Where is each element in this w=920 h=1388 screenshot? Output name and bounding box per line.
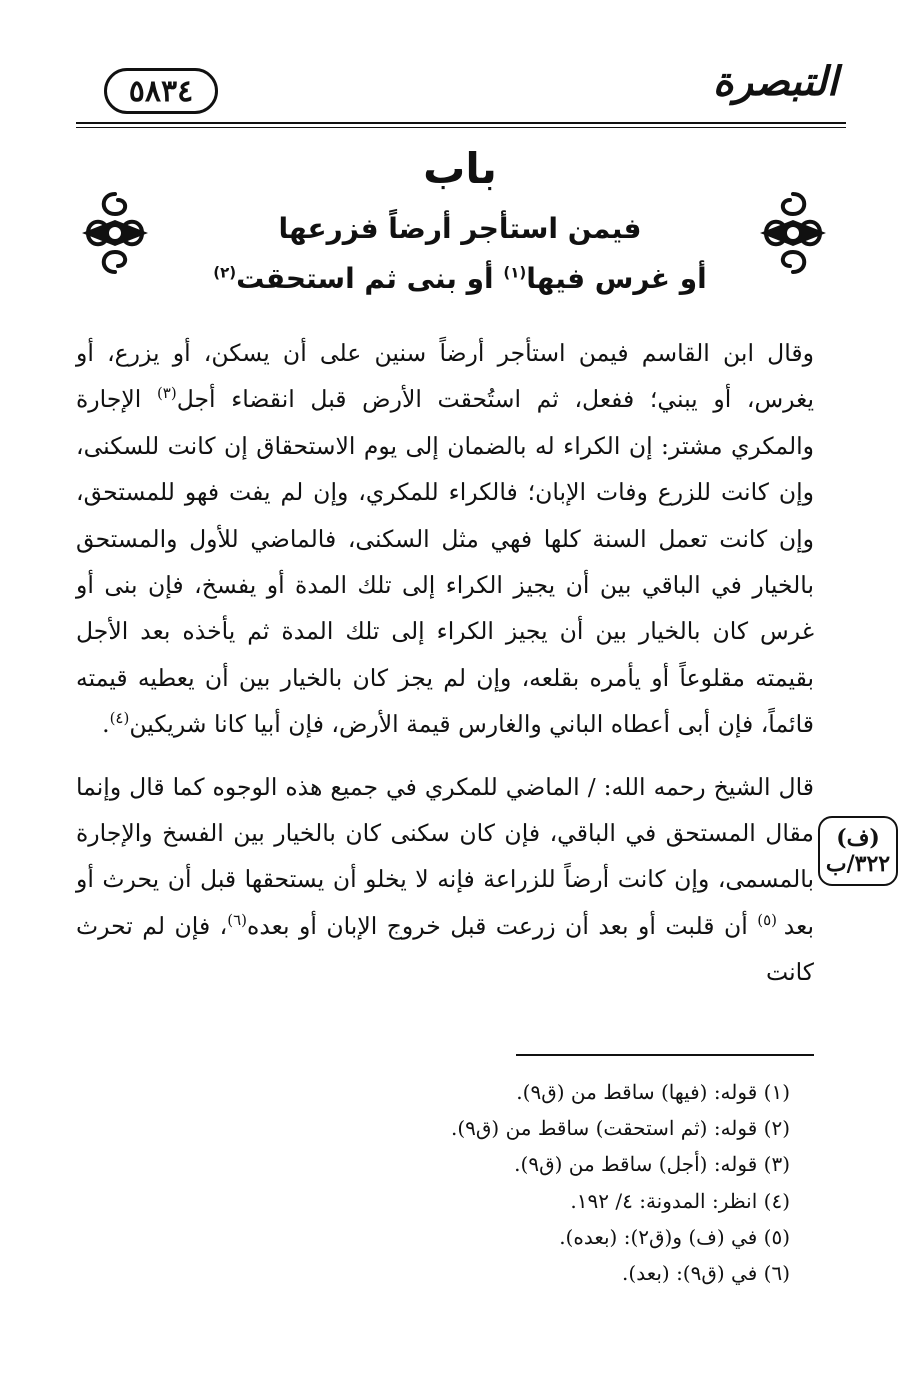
footnote-divider [516,1054,814,1056]
paragraph [76,764,814,996]
footnote: (٦) في (ق٩): (بعد). [622,1261,790,1286]
footnote-ref: (٤) [109,709,130,728]
footnote: (٥) في (ف) و(ق٢): (بعده). [559,1224,790,1249]
footnote: (٤) انظر: المدونة: ٤/ ١٩٢. [570,1188,790,1213]
header-rule-thin [76,127,846,128]
footnote: (٢) قوله: (ثم استحقت) ساقط من (ق٩). [450,1116,790,1141]
paragraph-text: ، فإن لم تحرث كانت [76,911,814,987]
paragraph-text: . [102,710,110,739]
footnote: (١) قوله: (فيها) ساقط من (ق٩). [516,1080,790,1104]
paragraph-text: قال الشيخ رحمه الله: / الماضي للمكري في جميع هذه الوجوه كما قال وإنما مقال المستحق في الباقي، فإن كان سكنى كان بالخيار بين الفسخ والإجارة بالمسمى، وإن كانت أرضاً للزراعة فإنه لا يخلو أن يستحقها قبل أن يحرث أو بعد [76,772,815,940]
chapter-subtitle-line2 [140,262,780,295]
page-header [76,54,846,124]
paragraph [76,330,814,748]
footnote-ref: (٦) [227,911,248,930]
paragraph-text: الإجارة والمكري مشتر: إن الكراء له بالضمان إلى يوم الاستحقاق إن كانت للسكنى، وإن كانت للزرع وفات الإبان؛ فالكراء للمكري، وإن لم يفت فهو للمستحق، وإن كانت تعمل السنة كلها فهي مثل السكنى، فالماضي للأول والمستحق بالخيار في الباقي بين أن يجيز الكراء إلى تلك المدة أو يفسخ، فإن بنى أو غرس كان بالخيار بين أن يجيز الكراء إلى تلك المدة ثم يأخذه بعد الأجل بقيمته مقلوعاً أو يأمره بقلعه، وإن لم يجز كان بالخيار بين أن يعطيه قيمته قائماً، فإن أبى أعطاه الباني والغارس قيمة الأرض، فإن أبيا كانا شريكين [76,385,814,739]
subtitle-text-a: أو غرس فيها [526,262,707,295]
paragraph-text: وقال ابن القاسم فيمن استأجر أرضاً سنين على أن يسكن، أو يزرع، أو يغرس، أو يبني؛ ففعل، ثم استُحقت الأرض قبل انقضاء أجل [76,339,815,414]
manuscript-margin-note [818,816,898,886]
margin-note-line1: (ف) [836,825,880,851]
footnote-ref: (٢) [213,263,237,282]
main-text [76,330,814,996]
footnote-ref: (١) [503,263,527,282]
subtitle-text-b: أو بنى ثم استحقت [236,262,504,295]
footnotes [76,1074,790,1291]
footnote: (٣) قوله: (أجل) ساقط من (ق٩). [514,1152,790,1177]
book-title: التبصرة [712,58,838,105]
chapter-subtitle-line1: فيمن استأجر أرضاً فزرعها [278,212,642,245]
footnote-ref: (٣) [156,384,177,403]
chapter-label: باب [423,144,497,193]
footnote-ref: (٥) [757,911,784,930]
margin-note-line2: ٣٢٢/ب [825,851,891,877]
header-rule [76,122,846,124]
page-number: ٥٨٣٤ [104,68,218,114]
paragraph-text: أن قلبت أو بعد أن زرعت قبل خروج الإبان أو بعده [247,911,758,940]
